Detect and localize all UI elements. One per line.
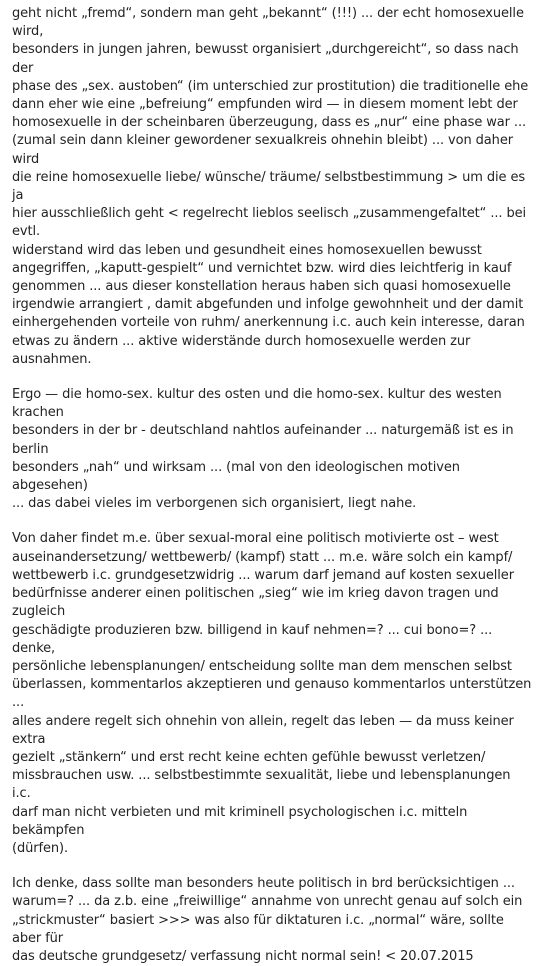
paragraph-3: Von daher findet m.e. über sexual-moral eine politisch motivierte ost – west auseinandersetzung/ wettbewerb/ (kampf) statt ... m.e. wäre solch ein kampf/ wettbewerb i.c. grundgesetzwidrig ... warum darf jemand auf kosten sexueller bedürfnisse anderer einen politischen „sieg“ wie im krieg davon tragen und zugleich geschädigte produzieren bzw. billigend in kauf nehmen=? ... cui bono=? ... denke, persönliche lebensplanungen/ entscheidung sollte man dem menschen selbst überlassen, kommentarlos akzeptieren und genauso kommentarlos unterstützen ... alles andere regelt sich ohnehin von allein, regelt das leben — da muss keiner extra gezielt „stänkern“ und erst recht keine echten gefühle bewusst verletzen/ missbrauchen usw. ... selbstbestimmte sexualität, liebe und lebensplanungen i.c. darf man nicht verbieten und mit kriminell psychologischen i.c. mitteln bekämpfen (dürfen). [12, 531, 532, 856]
paragraph-2: Ergo — die homo-sex. kultur des osten und die homo-sex. kultur des westen krachen besonders in der br - deutschland nahtlos aufeinander ... naturgemäß ist es in berlin besonders „nah“ und wirksam ... (mal von den ideologischen motiven abgesehen) ... das dabei vieles im verborgenen sich organisiert, liegt nahe. [12, 387, 514, 512]
paragraph-1: geht nicht „fremd“, sondern man geht „bekannt“ (!!!) ... der echt homosexuelle wird, besonders in jungen jahren, bewusst organisiert „durchgereicht“, so dass nach der phase des „sex. austoben“ (im unterschied zur prostitution) die traditionelle ehe dann eher wie eine „befreiung“ empfunden wird — in diesem moment lebt der homosexuelle in der scheinbaren überzeugung, dass es „nur“ eine phase war ... (zumal sein dann kleiner gewordener sexualkreis ohnehin bleibt) ... von daher wird die reine homosexuelle liebe/ wünsche/ träume/ selbstbestimmung > um die es ja hier ausschließlich geht < regelrecht lieblos seelisch „zusammengefaltet“ ... bei evtl. widerstand wird das leben und gesundheit eines homosexuellen bewusst angegriffen, „kaputt-gespielt“ und vernichtet bzw. wird dies leichtferig in kauf genommen ... aus dieser konstellation heraus haben sich quasi homosexuelle irgendwie arrangiert , damit abgefunden und infolge gewohnheit und der damit einhergehenden vorteile von ruhm/ anerkennung i.c. auch kein interesse, daran etwas zu ändern ... aktive widerstände durch homosexuelle werden zur ausnahmen. [12, 6, 529, 367]
paragraph-4: Ich denke, dass sollte man besonders heute politisch in brd berücksichtigen ... warum=? ... da z.b. eine „freiwillige“ annahme von unrecht genau auf solch ein „strickmuster“ basiert >>> was also für diktaturen i.c. „normal“ wäre, sollte aber für das deutsche grundgesetz/ verfassung nicht normal sein! < 20.07.2015 [12, 876, 523, 964]
paragraph-spacer [12, 858, 533, 875]
paragraph-spacer [12, 369, 533, 386]
paragraph-spacer [12, 513, 533, 530]
